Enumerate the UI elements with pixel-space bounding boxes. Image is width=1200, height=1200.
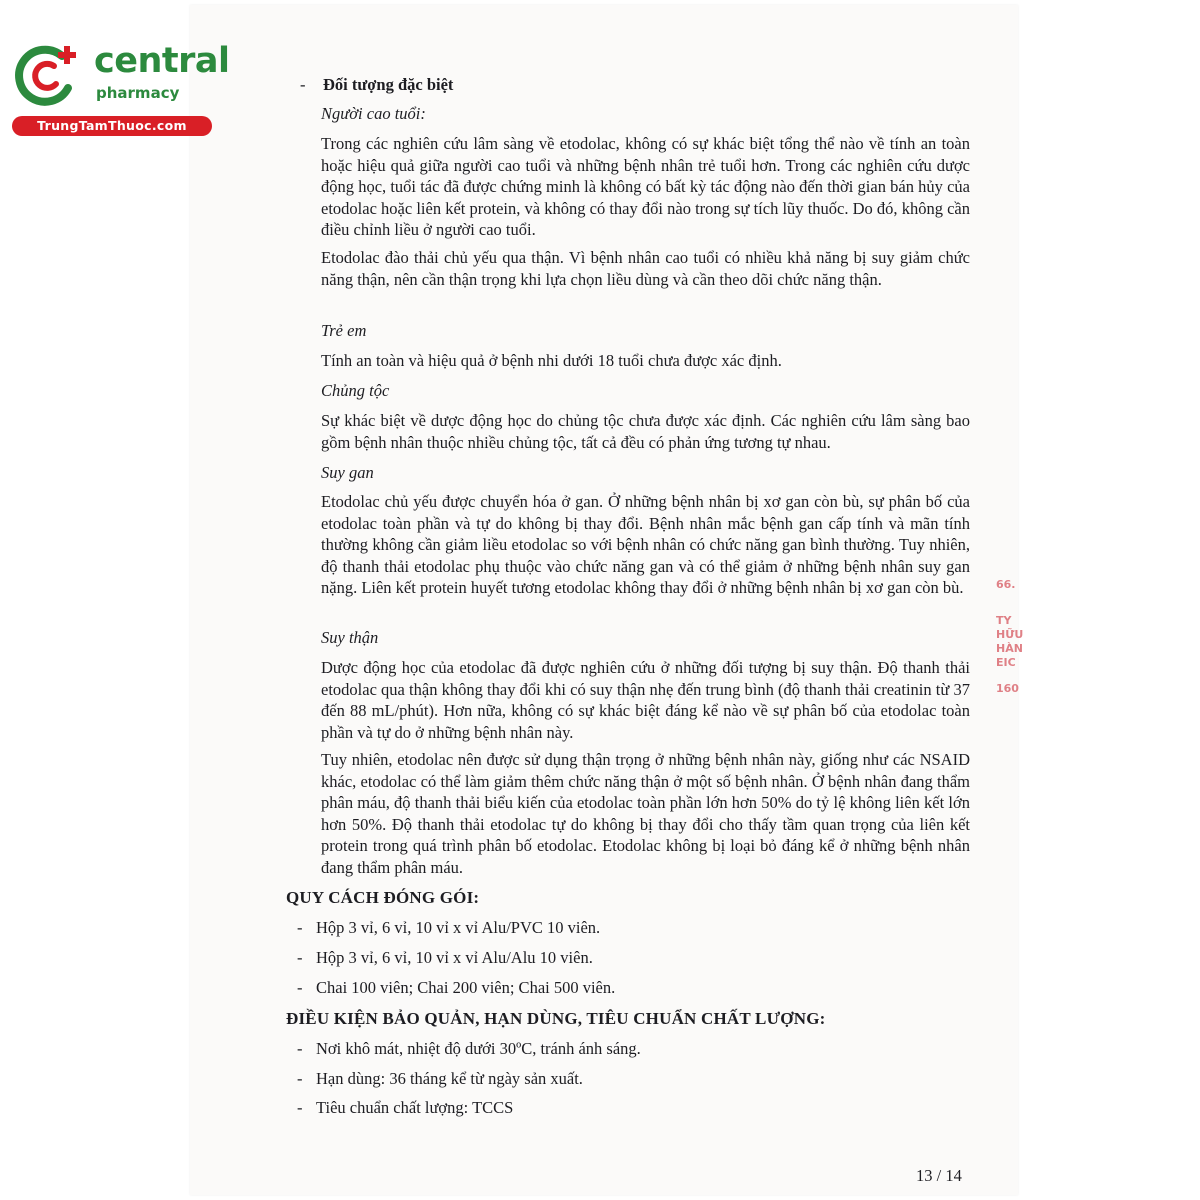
logo-name: central [94,41,230,81]
bullet-dash: - [297,918,303,937]
children-title: Trẻ em [321,321,367,340]
logo-website: TrungTamThuoc.com [12,116,212,136]
packaging-heading: QUY CÁCH ĐÓNG GÓI: [286,888,480,907]
packaging-item: Hộp 3 vỉ, 6 vỉ, 10 vỉ x vỉ Alu/PVC 10 viên. [316,918,601,937]
bullet-dash: - [297,1098,303,1117]
elderly-paragraph-2: Etodolac đào thải chủ yếu qua thận. Vì bệnh nhân cao tuổi có nhiều khả năng bị suy giảm chức năng thận, nên cần thận trọng khi lựa chọn liều dùng và cần theo dõi chức năng thận. [321,248,970,289]
page-number: 13 / 14 [916,1165,962,1185]
liver-paragraph: Etodolac chủ yếu được chuyển hóa ở gan. Ở những bệnh nhân bị xơ gan còn bù, sự phân bố của etodolac toàn phần và tự do không bị thay đổi. Bệnh nhân mắc bệnh gan cấp tính và mãn tính thường không cần giảm liều etodolac so với bệnh nhân có chức năng gan bình thường. Tuy nhiên, độ thanh thải etodolac phụ thuộc vào chức năng gan và có thể giảm ở những bệnh nhân suy gan nặng. Liên kết protein huyết tương etodolac không thay đổi ở những bệnh nhân bị xơ gan còn bù. [321,492,970,597]
elderly-paragraph-1: Trong các nghiên cứu lâm sàng về etodolac, không có sự khác biệt tổng thể nào về tính an toàn hoặc hiệu quả giữa người cao tuổi và những bệnh nhân trẻ tuổi hơn. Trong các nghiên cứu dược động học, tuổi tác đã được chứng minh là không có bất kỳ tác động nào đến thời gian bán hủy của etodolac hoặc liên kết protein, và không có thay đổi nào trong sự tích lũy thuốc. Do đó, không cần điều chỉnh liều ở người cao tuổi. [321,134,970,239]
packaging-item: Chai 100 viên; Chai 200 viên; Chai 500 viên. [316,978,616,997]
children-paragraph: Tính an toàn và hiệu quả ở bệnh nhi dưới 18 tuổi chưa được xác định. [321,351,782,370]
bullet-dash: - [297,978,303,997]
stamp-text: HÀN [996,642,1023,655]
race-title: Chủng tộc [321,381,390,400]
bullet-dash: - [300,75,306,94]
kidney-paragraph-2: Tuy nhiên, etodolac nên được sử dụng thận trọng ở những bệnh nhân này, giống như các NSAID khác, etodolac có thể làm giảm thêm chức năng thận ở một số bệnh nhân. Ở bệnh nhân đang thẩm phân máu, độ thanh thải biểu kiến của etodolac toàn phần lớn hơn 50% do tỷ lệ không liên kết lớn hơn 50%. Độ thanh thải etodolac tự do không bị thay đổi cho thấy tầm quan trọng của liên kết protein trong quá trình phân bố etodolac. Etodolac không bị loại bỏ đáng kể ở những bệnh nhân đang thẩm phân máu. [321,750,970,877]
section-special-title: Đối tượng đặc biệt [323,75,454,94]
storage-item: Hạn dùng: 36 tháng kể từ ngày sản xuất. [316,1069,583,1088]
kidney-paragraph-1: Dược động học của etodolac đã được nghiên cứu ở những đối tượng bị suy thận. Độ thanh thải etodolac qua thận không thay đổi khi có suy thận nhẹ đến trung bình (độ thanh thải creatinin từ 37 đến 88 mL/phút). Hơn nữa, không có sự khác biệt đáng kể nào về sự phân bố của etodolac toàn phần và tự do ở những bệnh nhân này. [321,658,970,742]
bullet-dash: - [297,1069,303,1088]
stamp-text: 66. [996,578,1016,591]
stamp-text: TY [996,614,1012,627]
kidney-title: Suy thận [321,628,379,647]
storage-heading: ĐIỀU KIỆN BẢO QUẢN, HẠN DÙNG, TIÊU CHUẨN CHẤT LƯỢNG: [286,1009,826,1028]
packaging-item: Hộp 3 vỉ, 6 vỉ, 10 vỉ x vỉ Alu/Alu 10 viên. [316,948,593,967]
liver-title: Suy gan [321,463,374,482]
logo-subtitle: pharmacy [96,84,180,102]
stamp-text: HỮU [996,628,1024,641]
elderly-title: Người cao tuổi: [321,104,426,123]
stamp-text: 160 [996,682,1019,695]
stamp-text: EIC [996,656,1016,669]
race-paragraph: Sự khác biệt về dược động học do chủng tộc chưa được xác định. Các nghiên cứu lâm sàng bao gồm bệnh nhân thuộc nhiều chủng tộc, tất cả đều có phản ứng tương tự nhau. [321,411,970,452]
storage-item: Tiêu chuẩn chất lượng: TCCS [316,1098,514,1117]
company-stamp-fragment [996,578,1026,728]
storage-item: Nơi khô mát, nhiệt độ dưới 30ºC, tránh ánh sáng. [316,1039,641,1058]
bullet-dash: - [297,948,303,967]
bullet-dash: - [297,1039,303,1058]
